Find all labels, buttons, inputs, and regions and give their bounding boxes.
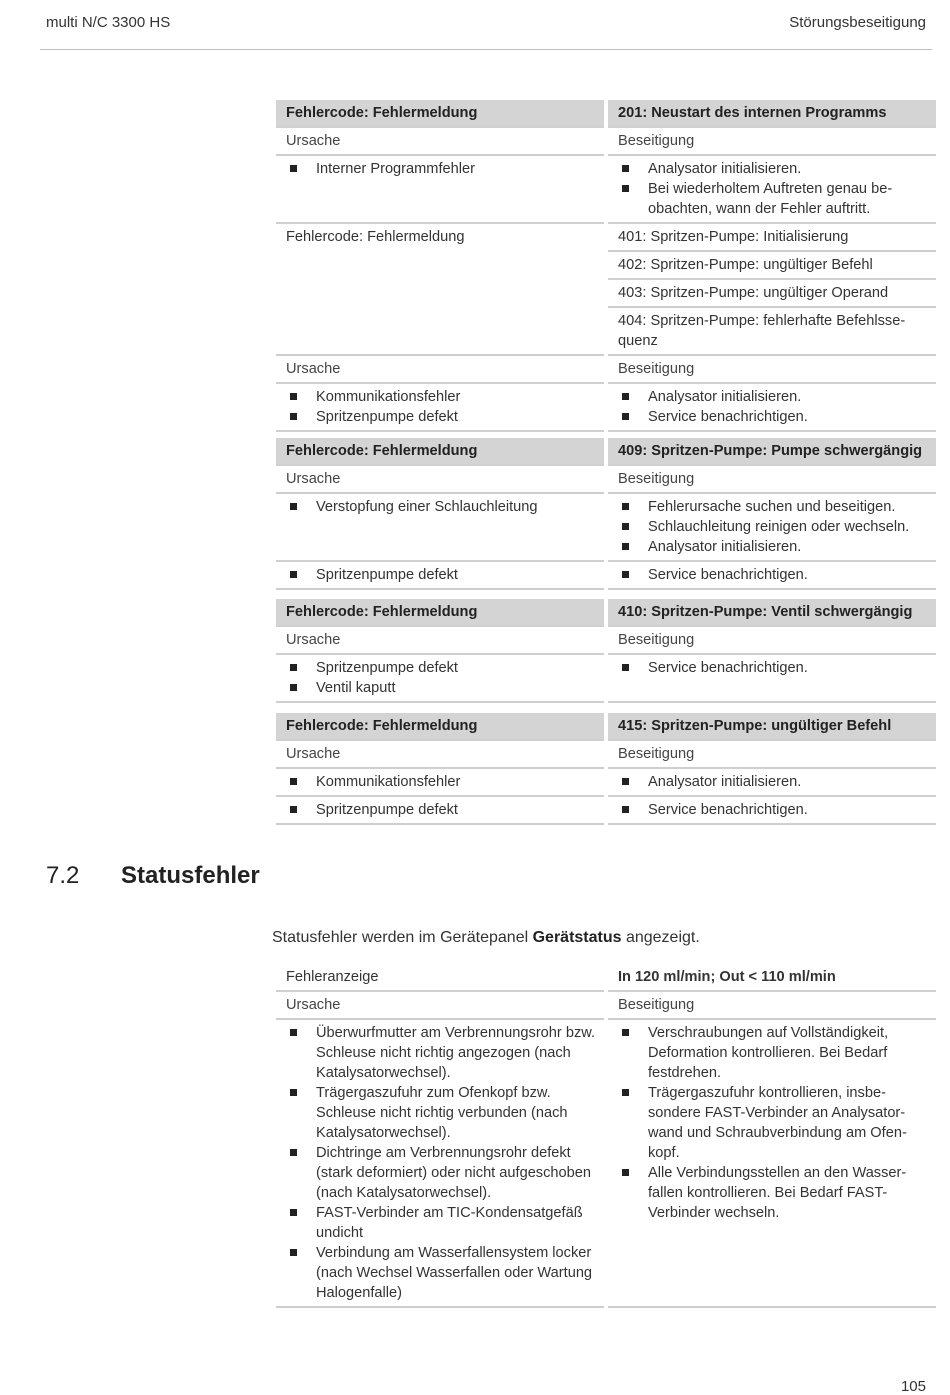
- intro-bold-term: Gerätstatus: [532, 929, 622, 946]
- table-row: [276, 771, 936, 797]
- cause-label: Ursache: [276, 994, 604, 1020]
- table-row: [276, 226, 936, 252]
- list-item: Verschraubungen auf Vollständigkeit, Deformation kontrollieren. Bei Bedarf festdrehen.: [618, 1023, 928, 1083]
- table-header-left: Fehlercode: Fehlermeldung: [276, 100, 604, 128]
- list-item: Interner Programmfehler: [286, 159, 596, 179]
- list-item: Trägergaszufuhr zum Ofenkopf bzw. Schleuse nicht richtig verbunden (nach Katalysatorwechsel).: [286, 1083, 596, 1143]
- table-header-right: 201: Neustart des internen Programms: [608, 100, 936, 128]
- section-number: 7.2: [46, 862, 80, 889]
- list-item: Dichtringe am Verbrennungsrohr defekt (stark deformiert) oder nicht aufgeschoben (nach Katalysatorwechsel).: [286, 1143, 596, 1203]
- cause-list: [286, 772, 596, 792]
- list-item: Trägergaszufuhr kontrollieren, insbesondere FAST-Verbinder an Analysatorwand und Schraubverbindung am Ofenkopf.: [618, 1083, 928, 1163]
- cause-label: Ursache: [276, 358, 604, 384]
- fix-list: [618, 1023, 928, 1223]
- fix-label: Beseitigung: [608, 468, 936, 494]
- error-table-415: [272, 711, 940, 827]
- table-header-row: [276, 713, 936, 741]
- code-item: 404: Spritzen-Pumpe: fehlerhafte Befehlssequenz: [608, 310, 936, 356]
- list-item: Spritzenpumpe defekt: [286, 565, 596, 585]
- cause-label: Ursache: [276, 468, 604, 494]
- code-item: 401: Spritzen-Pumpe: Initialisierung: [608, 226, 936, 252]
- status-error-table: [272, 964, 940, 1310]
- table-header-right: 409: Spritzen-Pumpe: Pumpe schwergängig: [608, 438, 936, 466]
- list-item: Alle Verbindungsstellen an den Wasserfallen kontrollieren. Bei Bedarf FAST-Verbinder wechseln.: [618, 1163, 928, 1223]
- table-header-row: [276, 599, 936, 627]
- list-item: FAST-Verbinder am TIC-Kondensatgefäß undicht: [286, 1203, 596, 1243]
- list-item: Verstopfung einer Schlauchleitung: [286, 497, 596, 517]
- table-header-right: In 120 ml/min; Out < 110 ml/min: [608, 966, 936, 992]
- chapter-title: Störungsbeseitigung: [789, 14, 926, 31]
- table-header-row: [276, 438, 936, 466]
- header-divider: [40, 49, 932, 50]
- fix-label: Beseitigung: [608, 629, 936, 655]
- table-header-left: Fehlercode: Fehlermeldung: [276, 438, 604, 466]
- list-item: Überwurfmutter am Verbrennungsrohr bzw. Schleuse nicht richtig angezogen (nach Katalysatorwechsel).: [286, 1023, 596, 1083]
- cause-list: [286, 800, 596, 820]
- list-item: Service benachrichtigen.: [618, 658, 928, 678]
- table-header-row: [276, 100, 936, 128]
- column-labels-row: [276, 629, 936, 655]
- column-labels-row: [276, 468, 936, 494]
- list-item: Analysator initialisieren.: [618, 772, 928, 792]
- document-title: multi N/C 3300 HS: [46, 14, 171, 31]
- fix-list: [618, 497, 928, 557]
- fix-list: [618, 565, 928, 585]
- cause-label: Ursache: [276, 130, 604, 156]
- fix-list: [618, 772, 928, 792]
- table-header-right: 415: Spritzen-Pumpe: ungültiger Befehl: [608, 713, 936, 741]
- list-item: Service benachrichtigen.: [618, 565, 928, 585]
- fix-list: [618, 387, 928, 427]
- code-item: 402: Spritzen-Pumpe: ungültiger Befehl: [608, 254, 936, 280]
- cause-list: [286, 159, 596, 179]
- table-row: [276, 1022, 936, 1308]
- list-item: Service benachrichtigen.: [618, 800, 928, 820]
- table-row: [276, 158, 936, 224]
- column-labels-row: [276, 743, 936, 769]
- intro-paragraph: [272, 929, 700, 947]
- table-header-left: Fehlercode: Fehlermeldung: [276, 599, 604, 627]
- fix-list: [618, 658, 928, 678]
- cause-list: [286, 565, 596, 585]
- table-header-row: [276, 966, 936, 992]
- column-labels-row: [276, 130, 936, 156]
- cause-list: [286, 387, 596, 427]
- intro-text: Statusfehler werden im Gerätepanel: [272, 929, 533, 946]
- error-table-409: [272, 436, 940, 592]
- list-item: Service benachrichtigen.: [618, 407, 928, 427]
- list-item: Schlauchleitung reinigen oder wechseln.: [618, 517, 928, 537]
- list-item: Spritzenpumpe defekt: [286, 407, 596, 427]
- intro-text-end: angezeigt.: [621, 929, 700, 946]
- table-header-left: Fehleranzeige: [276, 966, 604, 992]
- fix-label: Beseitigung: [608, 130, 936, 156]
- list-item: Analysator initialisieren.: [618, 159, 928, 179]
- list-item: Fehlerursache suchen und beseitigen.: [618, 497, 928, 517]
- page-header: [46, 14, 926, 38]
- cause-label: Ursache: [276, 629, 604, 655]
- table-row: [276, 282, 936, 308]
- cause-list: [286, 1023, 596, 1303]
- list-item: Kommunikationsfehler: [286, 772, 596, 792]
- page-number: 105: [900, 1378, 926, 1395]
- list-item: Ventil kaputt: [286, 678, 596, 698]
- code-item: 403: Spritzen-Pumpe: ungültiger Operand: [608, 282, 936, 308]
- list-item: Verbindung am Wasserfallensystem locker (nach Wechsel Wasserfallen oder Wartung Halogenfalle): [286, 1243, 596, 1303]
- list-item: Bei wiederholtem Auftreten genau beobachten, wann der Fehler auftritt.: [618, 179, 928, 219]
- table-header-left: Fehlercode: Fehlermeldung: [276, 713, 604, 741]
- table-row: [276, 564, 936, 590]
- table-row: [276, 310, 936, 356]
- cause-list: [286, 497, 596, 517]
- column-labels-row: [276, 994, 936, 1020]
- fix-label: Beseitigung: [608, 994, 936, 1020]
- cause-list: [286, 658, 596, 698]
- error-table-201: [272, 98, 940, 434]
- list-item: Spritzenpumpe defekt: [286, 658, 596, 678]
- table-row: [276, 254, 936, 280]
- list-item: Spritzenpumpe defekt: [286, 800, 596, 820]
- section-title: Statusfehler: [121, 862, 260, 889]
- table-row: [276, 657, 936, 703]
- fix-label: Beseitigung: [608, 743, 936, 769]
- fix-list: [618, 159, 928, 219]
- table-row: [276, 386, 936, 432]
- fix-list: [618, 800, 928, 820]
- table-row: [276, 799, 936, 825]
- list-item: Analysator initialisieren.: [618, 537, 928, 557]
- error-table-410: [272, 597, 940, 705]
- table-row: [276, 496, 936, 562]
- fix-label: Beseitigung: [608, 358, 936, 384]
- list-item: Kommunikationsfehler: [286, 387, 596, 407]
- column-labels-row: [276, 358, 936, 384]
- cause-label: Ursache: [276, 743, 604, 769]
- code-label: Fehlercode: Fehlermeldung: [286, 229, 465, 245]
- list-item: Analysator initialisieren.: [618, 387, 928, 407]
- table-header-right: 410: Spritzen-Pumpe: Ventil schwergängig: [608, 599, 936, 627]
